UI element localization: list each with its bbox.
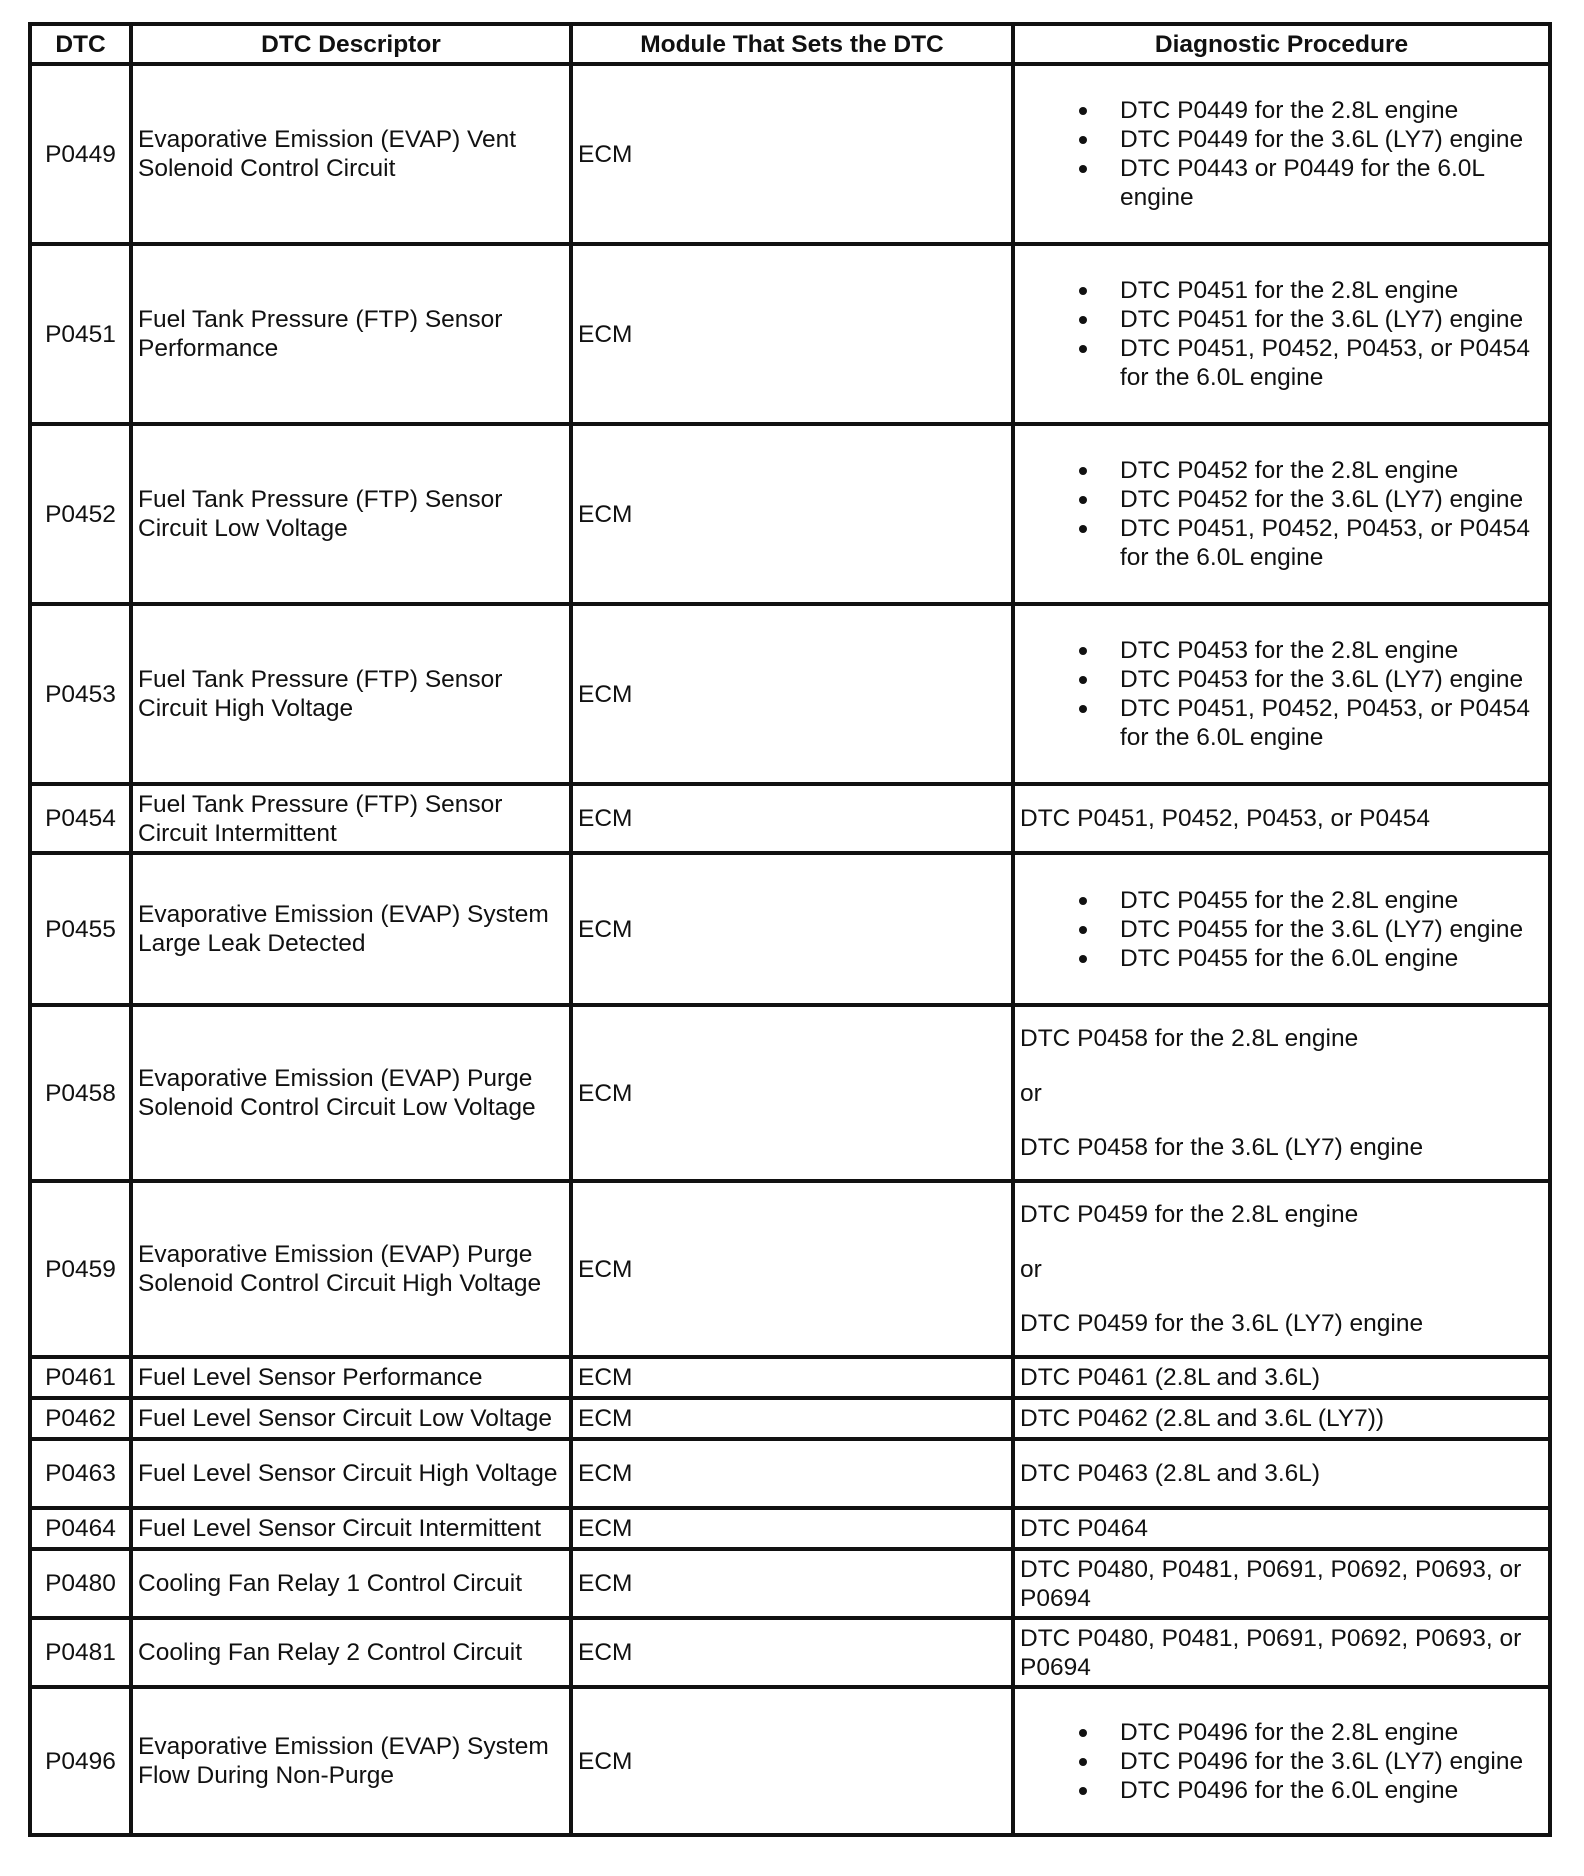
module-name: ECM (571, 1398, 1013, 1439)
table-row (30, 1398, 1550, 1439)
dtc-descriptor: Fuel Tank Pressure (FTP) Sensor Circuit Low Voltage (131, 424, 571, 604)
table-row (30, 424, 1550, 604)
procedure-list-item: DTC P0496 for the 2.8L engine (1020, 1718, 1543, 1747)
dtc-table (28, 22, 1552, 1837)
diagnostic-procedure (1013, 604, 1550, 784)
dtc-code: P0464 (30, 1508, 131, 1549)
procedure-list-item: DTC P0455 for the 3.6L (LY7) engine (1020, 915, 1543, 944)
dtc-descriptor: Fuel Level Sensor Performance (131, 1357, 571, 1398)
header-descriptor: DTC Descriptor (131, 24, 571, 64)
procedure-list-item: DTC P0449 for the 2.8L engine (1020, 96, 1543, 125)
table-row (30, 244, 1550, 424)
dtc-descriptor: Fuel Level Sensor Circuit High Voltage (131, 1439, 571, 1508)
module-name: ECM (571, 1181, 1013, 1357)
dtc-code: P0480 (30, 1549, 131, 1618)
table-row (30, 1618, 1550, 1687)
dtc-descriptor: Cooling Fan Relay 2 Control Circuit (131, 1618, 571, 1687)
procedure-or: or (1020, 1255, 1042, 1283)
module-name: ECM (571, 1549, 1013, 1618)
module-name: ECM (571, 244, 1013, 424)
module-name: ECM (571, 1357, 1013, 1398)
diagnostic-procedure (1013, 1687, 1550, 1835)
procedure-option: DTC P0459 for the 3.6L (LY7) engine (1020, 1310, 1424, 1337)
procedure-list (1020, 886, 1543, 973)
dtc-code: P0463 (30, 1439, 131, 1508)
dtc-descriptor: Fuel Tank Pressure (FTP) Sensor Circuit Intermittent (131, 784, 571, 853)
dtc-code: P0462 (30, 1398, 131, 1439)
diagnostic-procedure: DTC P0480, P0481, P0691, P0692, P0693, or P0694 (1013, 1549, 1550, 1618)
dtc-descriptor: Fuel Level Sensor Circuit Intermittent (131, 1508, 571, 1549)
procedure-alternatives (1020, 1024, 1543, 1162)
table-row (30, 1005, 1550, 1181)
procedure-list (1020, 276, 1543, 392)
procedure-option: DTC P0458 for the 2.8L engine (1020, 1025, 1359, 1052)
table-row (30, 1508, 1550, 1549)
diagnostic-procedure: DTC P0462 (2.8L and 3.6L (LY7)) (1013, 1398, 1550, 1439)
dtc-descriptor: Evaporative Emission (EVAP) Purge Solenoid Control Circuit Low Voltage (131, 1005, 571, 1181)
table-row (30, 784, 1550, 853)
procedure-list-item: DTC P0443 or P0449 for the 6.0L engine (1020, 154, 1543, 212)
diagnostic-procedure (1013, 424, 1550, 604)
dtc-descriptor: Evaporative Emission (EVAP) System Flow During Non-Purge (131, 1687, 571, 1835)
table-row (30, 1181, 1550, 1357)
dtc-descriptor: Evaporative Emission (EVAP) Purge Solenoid Control Circuit High Voltage (131, 1181, 571, 1357)
module-name: ECM (571, 1508, 1013, 1549)
dtc-code: P0458 (30, 1005, 131, 1181)
table-row (30, 1357, 1550, 1398)
module-name: ECM (571, 1439, 1013, 1508)
dtc-descriptor: Fuel Tank Pressure (FTP) Sensor Circuit High Voltage (131, 604, 571, 784)
procedure-list-item: DTC P0451, P0452, P0453, or P0454 for the 6.0L engine (1020, 514, 1543, 572)
diagnostic-procedure (1013, 1181, 1550, 1357)
header-row (30, 24, 1550, 64)
table-row (30, 604, 1550, 784)
diagnostic-procedure (1013, 1005, 1550, 1181)
dtc-code: P0455 (30, 853, 131, 1005)
diagnostic-procedure: DTC P0480, P0481, P0691, P0692, P0693, or P0694 (1013, 1618, 1550, 1687)
dtc-descriptor: Evaporative Emission (EVAP) Vent Solenoid Control Circuit (131, 64, 571, 244)
procedure-list (1020, 456, 1543, 572)
module-name: ECM (571, 784, 1013, 853)
diagnostic-procedure: DTC P0463 (2.8L and 3.6L) (1013, 1439, 1550, 1508)
diagnostic-procedure: DTC P0451, P0452, P0453, or P0454 (1013, 784, 1550, 853)
module-name: ECM (571, 1005, 1013, 1181)
procedure-list-item: DTC P0496 for the 3.6L (LY7) engine (1020, 1747, 1543, 1776)
procedure-list-item: DTC P0453 for the 3.6L (LY7) engine (1020, 665, 1543, 694)
dtc-code: P0452 (30, 424, 131, 604)
procedure-or: or (1020, 1079, 1042, 1107)
dtc-code: P0451 (30, 244, 131, 424)
diagnostic-procedure: DTC P0464 (1013, 1508, 1550, 1549)
procedure-option: DTC P0459 for the 2.8L engine (1020, 1201, 1359, 1228)
procedure-list-item: DTC P0451 for the 3.6L (LY7) engine (1020, 305, 1543, 334)
dtc-code: P0481 (30, 1618, 131, 1687)
module-name: ECM (571, 424, 1013, 604)
table-row (30, 1549, 1550, 1618)
dtc-descriptor: Fuel Level Sensor Circuit Low Voltage (131, 1398, 571, 1439)
procedure-list (1020, 636, 1543, 752)
procedure-list-item: DTC P0455 for the 6.0L engine (1020, 944, 1543, 973)
dtc-descriptor: Cooling Fan Relay 1 Control Circuit (131, 1549, 571, 1618)
diagnostic-procedure (1013, 853, 1550, 1005)
procedure-list-item: DTC P0451 for the 2.8L engine (1020, 276, 1543, 305)
dtc-code: P0449 (30, 64, 131, 244)
procedure-list-item: DTC P0452 for the 2.8L engine (1020, 456, 1543, 485)
header-dtc: DTC (30, 24, 131, 64)
dtc-code: P0453 (30, 604, 131, 784)
dtc-code: P0454 (30, 784, 131, 853)
header-procedure: Diagnostic Procedure (1013, 24, 1550, 64)
procedure-list (1020, 96, 1543, 212)
diagnostic-procedure: DTC P0461 (2.8L and 3.6L) (1013, 1357, 1550, 1398)
dtc-descriptor: Fuel Tank Pressure (FTP) Sensor Performance (131, 244, 571, 424)
procedure-list-item: DTC P0455 for the 2.8L engine (1020, 886, 1543, 915)
table-row (30, 1439, 1550, 1508)
procedure-list-item: DTC P0451, P0452, P0453, or P0454 for the 6.0L engine (1020, 334, 1543, 392)
module-name: ECM (571, 64, 1013, 244)
procedure-list-item: DTC P0496 for the 6.0L engine (1020, 1776, 1543, 1805)
dtc-code: P0461 (30, 1357, 131, 1398)
header-module: Module That Sets the DTC (571, 24, 1013, 64)
procedure-list-item: DTC P0449 for the 3.6L (LY7) engine (1020, 125, 1543, 154)
table-row (30, 853, 1550, 1005)
module-name: ECM (571, 604, 1013, 784)
dtc-code: P0496 (30, 1687, 131, 1835)
procedure-list-item: DTC P0453 for the 2.8L engine (1020, 636, 1543, 665)
module-name: ECM (571, 1618, 1013, 1687)
dtc-descriptor: Evaporative Emission (EVAP) System Large Leak Detected (131, 853, 571, 1005)
procedure-option: DTC P0458 for the 3.6L (LY7) engine (1020, 1134, 1424, 1161)
table-row (30, 1687, 1550, 1835)
table-row (30, 64, 1550, 244)
procedure-alternatives (1020, 1200, 1543, 1338)
diagnostic-procedure (1013, 244, 1550, 424)
diagnostic-procedure (1013, 64, 1550, 244)
module-name: ECM (571, 853, 1013, 1005)
procedure-list (1020, 1718, 1543, 1805)
procedure-list-item: DTC P0452 for the 3.6L (LY7) engine (1020, 485, 1543, 514)
dtc-code: P0459 (30, 1181, 131, 1357)
module-name: ECM (571, 1687, 1013, 1835)
procedure-list-item: DTC P0451, P0452, P0453, or P0454 for the 6.0L engine (1020, 694, 1543, 752)
